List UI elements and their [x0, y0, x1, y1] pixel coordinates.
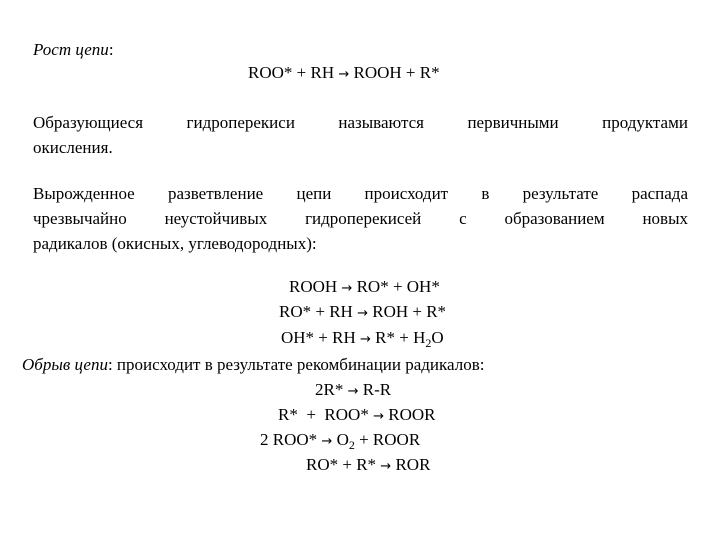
paragraph-1-line-1	[33, 113, 688, 133]
chain-growth-heading	[33, 40, 114, 60]
reaction-rhs: R* + H	[375, 328, 426, 347]
arrow-icon: →	[373, 409, 384, 424]
reaction-lhs: RO* + RH	[279, 302, 353, 321]
equation-rhs: ROOH + R*	[353, 63, 440, 82]
reaction-lhs: OH* + RH	[281, 328, 356, 347]
chain-termination-title: Обрыв цепи	[22, 355, 108, 374]
reaction	[278, 405, 435, 427]
reaction	[315, 380, 391, 402]
reaction-rhs: ROR	[395, 455, 431, 474]
paragraph-2-line-2: чрезвычайно неустойчивых гидроперекисей с образованием новых	[33, 209, 688, 228]
paragraph-2-line-1: Вырожденное разветвление цепи происходит в результате распада	[33, 184, 688, 203]
arrow-icon: →	[338, 67, 350, 82]
word: Образующиеся	[33, 113, 144, 132]
heading-colon: :	[108, 40, 114, 59]
chain-termination-line	[22, 355, 484, 375]
reaction	[289, 277, 440, 299]
paragraph-2-line-3: радикалов (окисных, углеводородных):	[33, 234, 317, 253]
reaction-lhs: 2R*	[315, 380, 344, 399]
reaction-lhs: ROOH	[289, 277, 338, 296]
arrow-icon: →	[321, 434, 333, 449]
reaction-tail: O	[431, 328, 444, 347]
word: продуктами	[602, 113, 688, 132]
reaction-tail: + ROOR	[359, 430, 421, 449]
reaction	[260, 430, 420, 452]
paragraph-1-line-2: окисления.	[33, 138, 113, 157]
chain-growth-equation	[248, 63, 440, 85]
word: гидроперекиси	[186, 113, 295, 132]
arrow-icon: →	[341, 281, 353, 296]
reaction-rhs: R-R	[362, 380, 392, 399]
reaction-lhs: RO* + R*	[306, 455, 377, 474]
chain-growth-title: Рост цепи	[33, 40, 109, 59]
arrow-icon: →	[360, 332, 371, 347]
reaction-rhs: ROH + R*	[372, 302, 447, 321]
subscript: 2	[348, 438, 355, 452]
word: называются	[338, 113, 424, 132]
reaction-lhs: R* + ROO*	[278, 405, 369, 424]
reaction-lhs: 2 ROO*	[260, 430, 318, 449]
reaction-rhs: ROOR	[388, 405, 436, 424]
reaction-rhs: O	[336, 430, 349, 449]
reaction	[279, 302, 446, 324]
reaction	[306, 455, 430, 477]
reaction	[281, 328, 444, 350]
arrow-icon: →	[380, 459, 392, 474]
arrow-icon: →	[357, 306, 368, 321]
chain-termination-text: : происходит в результате рекомбинации радикалов:	[107, 355, 485, 374]
reaction-rhs: RO* + OH*	[356, 277, 440, 296]
word: первичными	[467, 113, 559, 132]
subscript: 2	[425, 336, 432, 350]
equation-lhs: ROO* + RH	[248, 63, 335, 82]
arrow-icon: →	[347, 384, 359, 399]
